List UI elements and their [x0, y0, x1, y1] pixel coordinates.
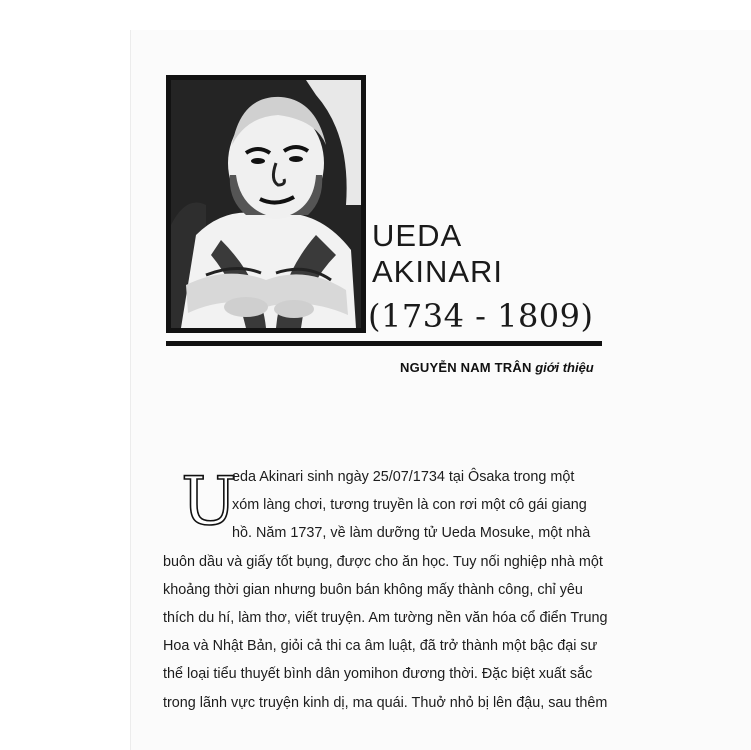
byline-author: NGUYỄN NAM TRÂN [400, 360, 532, 375]
title-line-1: UEDA [372, 218, 463, 253]
byline [400, 360, 594, 375]
article-line: khoảng thời gian nhưng buôn bán không mấy thành công, chỉ yêu [163, 581, 583, 598]
title-line-2: AKINARI [372, 254, 504, 289]
divider-rule [166, 341, 602, 346]
article-body [150, 466, 610, 720]
article-line: hồ. Năm 1737, về làm dưỡng tử Ueda Mosuke, một nhà [232, 525, 591, 542]
article-line: buôn dầu và giấy tốt bụng, được cho ăn học. Tuy nối nghiệp nhà một [163, 553, 603, 570]
article-line: thích du hí, làm thơ, viết truyện. Am tường nền văn hóa cổ điển Trung [163, 609, 608, 626]
article-line: eda Akinari sinh ngày 25/07/1734 tại Ôsaka trong một [232, 469, 575, 485]
article-line: thể loại tiểu thuyết bình dân yomihon đương thời. Đặc biệt xuất sắc [163, 666, 593, 683]
article-line: trong lãnh vực truyện kinh dị, ma quái. Thuở nhỏ bị lên đậu, sau thêm [163, 694, 608, 711]
article-line: xóm làng chơi, tương truyền là con rơi một cô gái giang [232, 497, 587, 514]
life-years: (1734 - 1809) [368, 297, 594, 335]
article-line: Hoa và Nhật Bản, giỏi cả thi ca âm luật, đã trở thành một bậc đại sư [163, 638, 598, 655]
title-block [372, 218, 503, 290]
byline-role: giới thiệu [535, 360, 594, 375]
author-portrait [166, 75, 366, 333]
svg-text:U: U [181, 463, 237, 540]
